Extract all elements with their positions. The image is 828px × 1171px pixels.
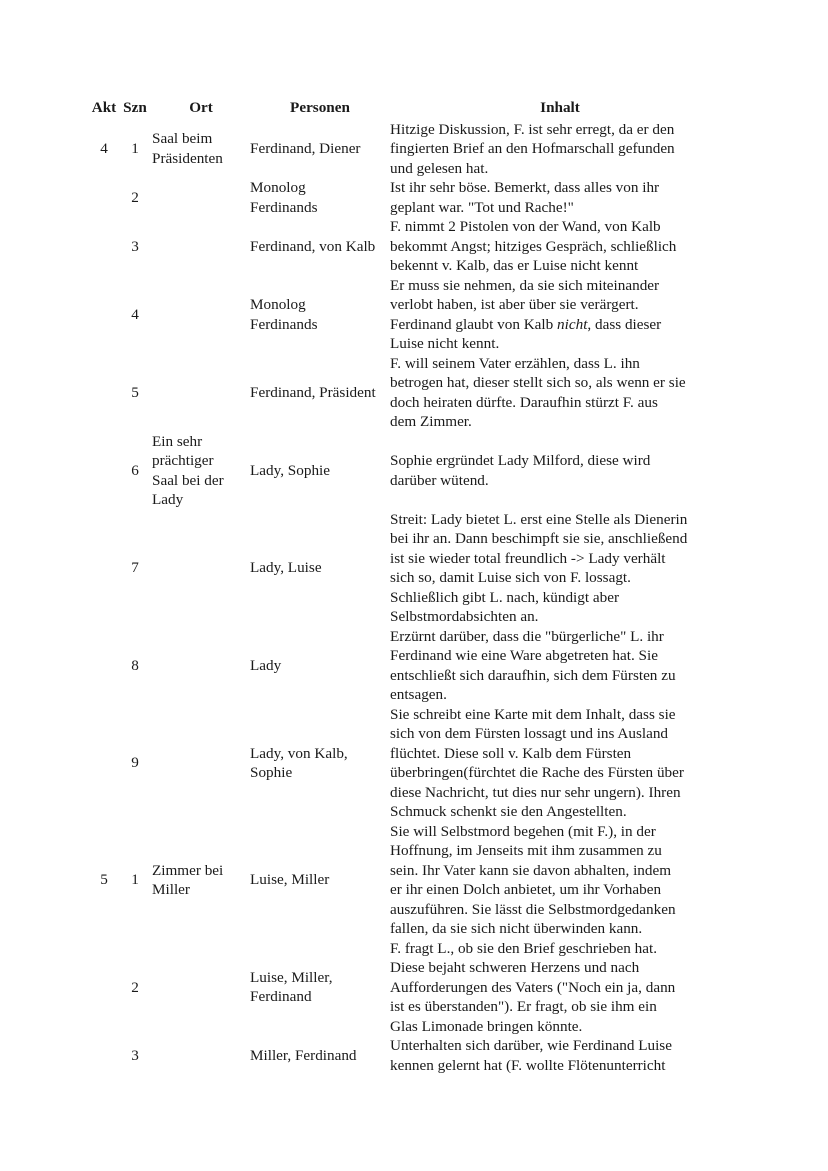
inhalt-line: ist sie wieder total freundlich -> Lady verhält (390, 549, 666, 567)
cell-personen (250, 1036, 390, 1075)
cell-inhalt (390, 822, 730, 939)
table-header-row (90, 98, 730, 120)
inhalt-line: bei ihr an. Dann beschimpft sie sie, anschließend (390, 530, 688, 547)
personen-line: Luise, Miller (250, 871, 330, 889)
cell-szn: 5 (131, 383, 139, 401)
table-row (90, 354, 730, 432)
inhalt-line: er ihr einen Dolch anbietet, um ihr Vorhaben (390, 881, 662, 898)
inhalt-text: Ferdinand glaubt von Kalb (390, 315, 558, 333)
inhalt-line: Streit: Lady bietet L. erst eine Stelle als Dienerin (390, 510, 688, 528)
personen-line: Ferdinand (250, 988, 312, 1006)
cell-akt (90, 178, 118, 217)
cell-akt (90, 432, 118, 510)
personen-line: Ferdinand, Diener (250, 140, 361, 157)
inhalt-line: Erzürnt darüber, dass die "bürgerliche" L. ihr (390, 627, 664, 645)
personen-line: Ferdinands (250, 198, 318, 216)
cell-personen (250, 822, 390, 939)
cell-szn: 6 (131, 461, 139, 479)
personen-line: Sophie (250, 764, 293, 781)
table-row (90, 178, 730, 217)
cell-personen (250, 354, 390, 432)
personen-line: Lady, Luise (250, 559, 322, 577)
inhalt-line: Hitzige Diskussion, F. ist sehr erregt, da er den (390, 120, 675, 138)
cell-ort (152, 939, 250, 1037)
cell-inhalt (390, 432, 730, 510)
personen-line: Lady, von Kalb, (250, 744, 348, 762)
header-ort: Ort (189, 99, 213, 116)
ort-line: Präsidenten (152, 149, 223, 167)
inhalt-line (390, 315, 730, 335)
inhalt-line: Er muss sie nehmen, da sie sich miteinander (390, 276, 660, 294)
personen-line: Ferdinand, von Kalb (250, 237, 376, 255)
inhalt-line: doch heiraten dürfte. Daraufhin stürzt F. aus (390, 393, 658, 411)
table-row (90, 276, 730, 354)
inhalt-line: geplant war. "Tot und Rache!" (390, 198, 574, 216)
cell-szn: 3 (131, 237, 139, 255)
ort-line: Miller (152, 881, 190, 898)
inhalt-line: sich so, damit Luise sich von F. lossagt. (390, 569, 631, 586)
cell-personen (250, 217, 390, 276)
personen-line: Luise, Miller, (250, 968, 333, 986)
inhalt-line: sich von dem Fürsten lossagt und ins Ausland (390, 725, 669, 742)
inhalt-line: Unterhalten sich darüber, wie Ferdinand Luise (390, 1037, 672, 1054)
cell-szn: 7 (131, 559, 139, 577)
table-row (90, 939, 730, 1037)
cell-ort (152, 432, 250, 510)
cell-ort (152, 1036, 250, 1075)
ort-line: Lady (152, 491, 184, 508)
table-row (90, 705, 730, 822)
personen-line: Lady (250, 656, 282, 674)
cell-personen (250, 510, 390, 627)
table-row (90, 1036, 730, 1075)
inhalt-line: Diese bejaht schweren Herzens und nach (390, 959, 640, 976)
cell-akt (90, 705, 118, 822)
cell-akt: 4 (100, 140, 108, 157)
cell-szn: 1 (131, 140, 139, 157)
table-row (90, 627, 730, 705)
scene-overview-table (90, 98, 730, 1075)
inhalt-line: entschließt sich daraufhin, sich dem Fürsten zu (390, 666, 676, 684)
cell-akt: 5 (100, 871, 108, 889)
cell-szn: 2 (131, 188, 139, 206)
inhalt-line: dem Zimmer. (390, 413, 472, 430)
cell-inhalt (390, 217, 730, 276)
inhalt-line: betrogen hat, dieser stellt sich so, als wenn er sie (390, 374, 686, 391)
cell-personen (250, 939, 390, 1037)
inhalt-line: bekommt Angst; hitziges Gespräch, schließlich (390, 237, 677, 255)
inhalt-line: F. fragt L., ob sie den Brief geschrieben hat. (390, 939, 658, 957)
inhalt-line: Ferdinand wie eine Ware abgetreten hat. Sie (390, 647, 658, 664)
inhalt-line: kennen gelernt hat (F. wollte Flötenunterricht (390, 1056, 666, 1074)
inhalt-line: und gelesen hat. (390, 159, 489, 177)
ort-line: Ein sehr (152, 432, 203, 450)
cell-inhalt (390, 178, 730, 217)
table-row (90, 432, 730, 510)
inhalt-line: Schließlich gibt L. nach, kündigt aber (390, 588, 620, 606)
inhalt-line: überbringen(fürchtet die Rache des Fürsten über (390, 764, 684, 781)
inhalt-line: darüber wütend. (390, 471, 489, 489)
inhalt-line: Schmuck schenkt sie den Angestellten. (390, 803, 627, 820)
cell-szn: 2 (131, 978, 139, 996)
cell-personen (250, 432, 390, 510)
cell-akt (90, 1036, 118, 1075)
inhalt-line: fingierten Brief an den Hofmarschall gefunden (390, 140, 675, 157)
personen-line: Ferdinands (250, 315, 318, 333)
inhalt-line: Luise nicht kennt. (390, 335, 500, 352)
table-row (90, 510, 730, 627)
cell-inhalt (390, 705, 730, 822)
cell-inhalt (390, 354, 730, 432)
inhalt-line: bekennt v. Kalb, das er Luise nicht kennt (390, 257, 639, 274)
inhalt-line: auszuführen. Sie lässt die Selbstmordgedanken (390, 900, 676, 918)
cell-akt (90, 276, 118, 354)
inhalt-line: sein. Ihr Vater kann sie davon abhalten, indem (390, 861, 672, 879)
cell-szn: 4 (131, 305, 139, 323)
inhalt-line: F. nimmt 2 Pistolen von der Wand, von Kalb (390, 218, 661, 235)
cell-ort (152, 354, 250, 432)
personen-line: Miller, Ferdinand (250, 1046, 357, 1064)
inhalt-line: Selbstmordabsichten an. (390, 608, 539, 625)
inhalt-line: flüchtet. Diese soll v. Kalb dem Fürsten (390, 744, 632, 762)
inhalt-line: fallen, da sie sich nicht überwinden kann. (390, 920, 643, 937)
inhalt-line: F. will seinem Vater erzählen, dass L. ihn (390, 354, 640, 372)
cell-personen (250, 276, 390, 354)
cell-inhalt (390, 276, 730, 354)
cell-akt (90, 217, 118, 276)
ort-line: prächtiger (152, 452, 214, 469)
inhalt-emphasis: nicht (557, 315, 588, 333)
personen-line: Monolog (250, 179, 306, 196)
cell-ort (152, 627, 250, 705)
cell-personen (250, 120, 390, 179)
cell-akt (90, 354, 118, 432)
ort-line: Saal bei der (152, 471, 224, 489)
inhalt-line: Glas Limonade bringen könnte. (390, 1017, 583, 1035)
inhalt-line: entsagen. (390, 686, 447, 703)
header-inhalt: Inhalt (540, 99, 580, 116)
cell-akt (90, 627, 118, 705)
personen-line: Monolog (250, 296, 306, 313)
cell-akt (90, 939, 118, 1037)
cell-inhalt (390, 939, 730, 1037)
cell-personen (250, 178, 390, 217)
cell-szn: 8 (131, 656, 139, 674)
inhalt-text: , dass dieser (587, 315, 662, 333)
table-row (90, 822, 730, 939)
inhalt-line: verlobt haben, ist aber über sie verärgert. (390, 296, 639, 313)
table-row (90, 217, 730, 276)
cell-personen (250, 627, 390, 705)
inhalt-line: Sophie ergründet Lady Milford, diese wird (390, 452, 651, 469)
inhalt-line: Sie will Selbstmord begehen (mit F.), in der (390, 822, 656, 840)
cell-szn: 9 (131, 754, 139, 772)
personen-line: Lady, Sophie (250, 461, 331, 479)
cell-ort (152, 178, 250, 217)
cell-ort (152, 510, 250, 627)
cell-szn: 3 (131, 1046, 139, 1064)
cell-inhalt (390, 627, 730, 705)
header-personen: Personen (290, 99, 350, 116)
inhalt-line: diese Nachricht, tut dies nur sehr ungern). Ihren (390, 783, 681, 801)
cell-ort (152, 822, 250, 939)
ort-line: Saal beim (152, 130, 213, 148)
inhalt-line: Aufforderungen des Vaters ("Noch ein ja, dann (390, 978, 676, 996)
inhalt-line: Ist ihr sehr böse. Bemerkt, dass alles von ihr (390, 179, 660, 196)
cell-inhalt (390, 510, 730, 627)
cell-ort (152, 276, 250, 354)
cell-szn: 1 (131, 871, 139, 889)
header-akt: Akt (91, 99, 117, 116)
cell-personen (250, 705, 390, 822)
cell-inhalt (390, 1036, 730, 1075)
header-szn: Szn (123, 99, 147, 116)
table-row (90, 120, 730, 179)
cell-ort (152, 705, 250, 822)
inhalt-line: Sie schreibt eine Karte mit dem Inhalt, dass sie (390, 705, 676, 723)
personen-line: Ferdinand, Präsident (250, 383, 376, 401)
cell-akt (90, 510, 118, 627)
inhalt-line: ist es überstanden"). Er fragt, ob sie ihm ein (390, 998, 657, 1015)
cell-ort (152, 120, 250, 179)
inhalt-line: Hoffnung, im Jenseits mit ihm zusammen zu (390, 842, 662, 859)
cell-ort (152, 217, 250, 276)
cell-inhalt (390, 120, 730, 179)
ort-line: Zimmer bei (152, 861, 224, 879)
